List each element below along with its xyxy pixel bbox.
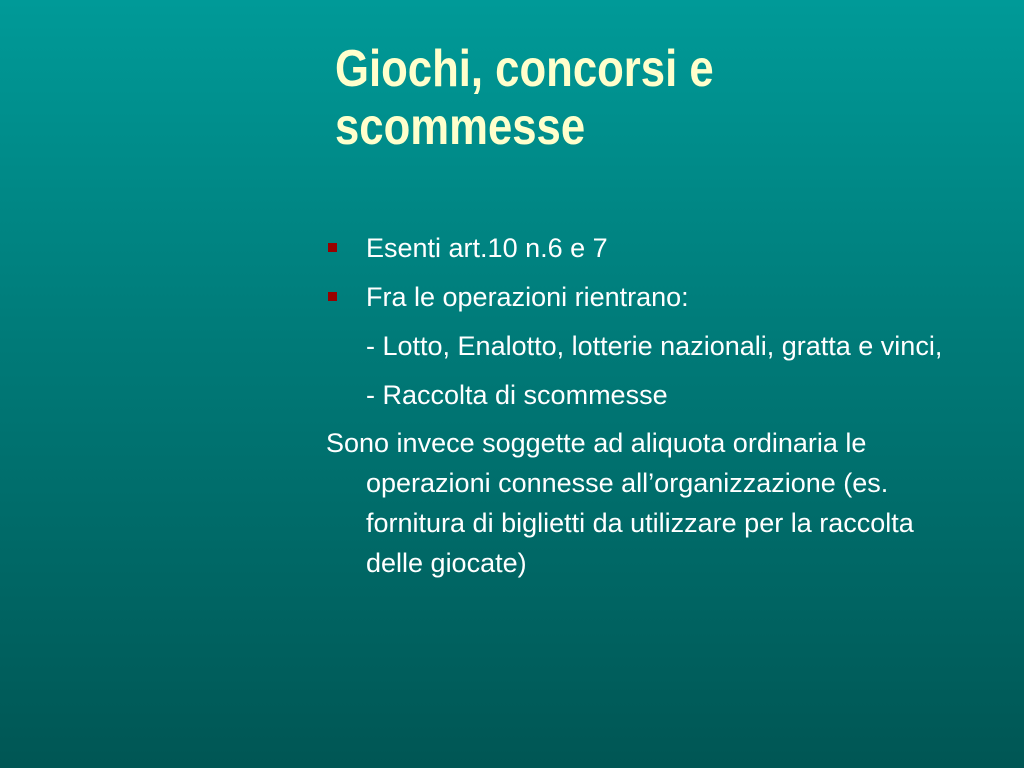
slide-title-line-2: scommesse — [335, 98, 586, 156]
sub-item-lotteries: - Lotto, Enalotto, lotterie nazionali, gratta e vinci, — [366, 331, 943, 361]
bullet-item-exempt — [326, 228, 986, 268]
slide-title-line-1: Giochi, concorsi e — [335, 40, 714, 98]
sub-item-bets: - Raccolta di scommesse — [366, 380, 668, 410]
slide-title — [335, 40, 873, 156]
slide-content — [326, 228, 986, 583]
ordinary-rate-paragraph: Sono invece soggette ad aliquota ordinaria le operazioni connesse all’organizzazione (es. fornitura di biglietti da utilizzare per la raccolta delle giocate) — [326, 428, 914, 578]
bullet-item-operations — [326, 277, 986, 317]
square-bullet-icon — [328, 243, 337, 252]
bullet-text: Esenti art.10 n.6 e 7 — [366, 233, 608, 263]
square-bullet-icon — [328, 292, 337, 301]
bullet-text: Fra le operazioni rientrano: — [366, 282, 689, 312]
